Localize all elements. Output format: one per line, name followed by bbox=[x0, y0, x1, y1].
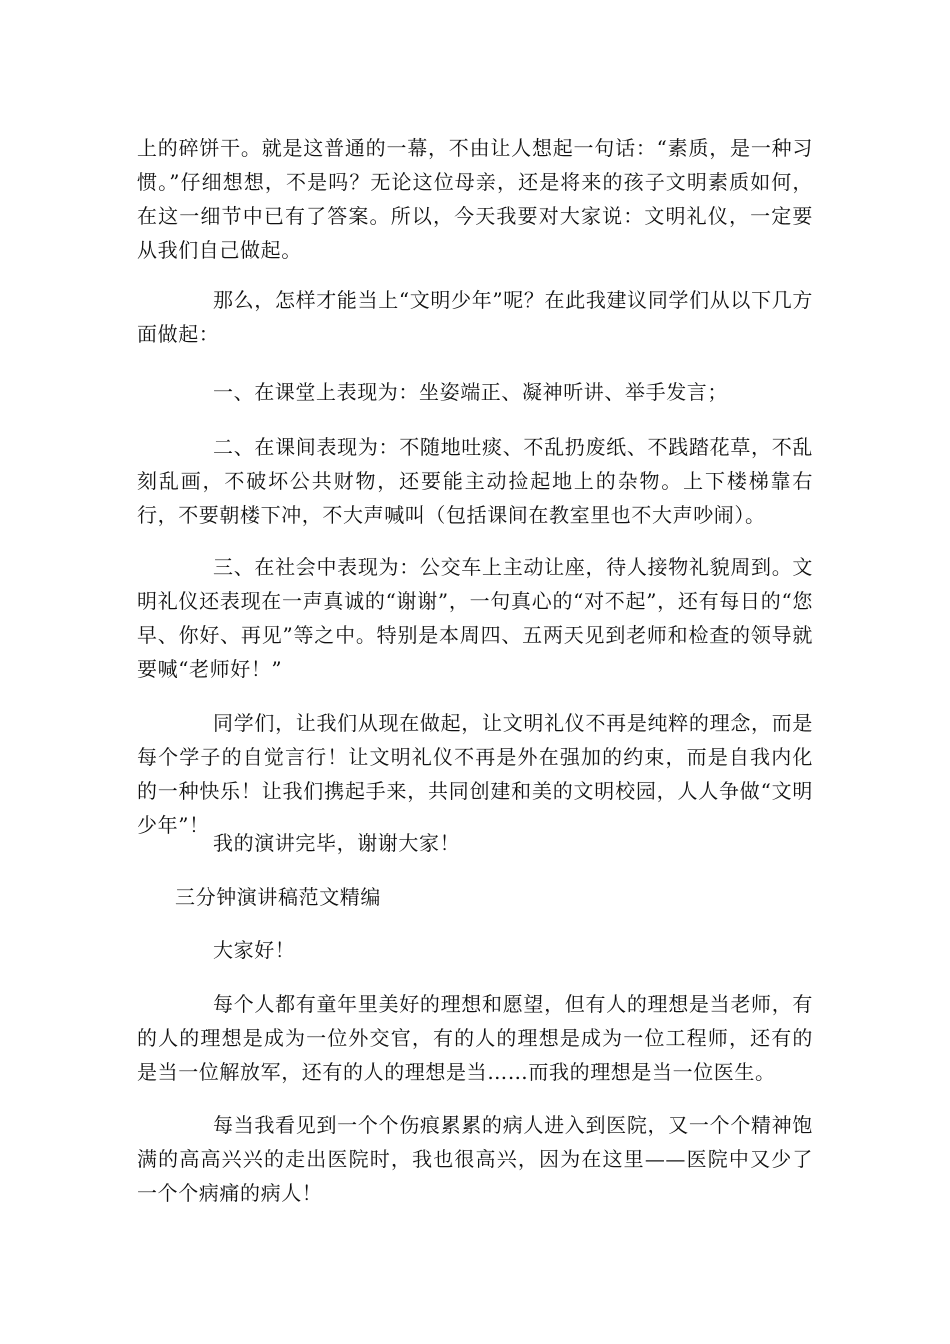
paragraph: 大家好！ bbox=[213, 938, 296, 962]
paragraph: 一、在课堂上表现为：坐姿端正、凝神听讲、举手发言； bbox=[213, 380, 728, 404]
paragraph: 每个人都有童年里美好的理想和愿望，但有人的理想是当老师，有的人的理想是成为一位外交官，有的人的理想是成为一位工程师，还有的是当一位解放军，还有的人的理想是当……而我的理想是当一位医生。 bbox=[137, 992, 813, 1084]
paragraph: 二、在课间表现为：不随地吐痰、不乱扔废纸、不践踏花草，不乱刻乱画，不破坏公共财物，还要能主动捡起地上的杂物。上下楼梯靠右行，不要朝楼下冲，不大声喊叫（包括课间在教室里也不大声吵闹）。 bbox=[137, 435, 813, 527]
paragraph: 同学们，让我们从现在做起，让文明礼仪不再是纯粹的理念，而是每个学子的自觉言行！让文明礼仪不再是外在强加的约束，而是自我内化的一种快乐！让我们携起手来，共同创建和美的文明校园，人人争做“文明少年”！ bbox=[137, 711, 813, 837]
paragraph: 三、在社会中表现为：公交车上主动让座，待人接物礼貌周到。文明礼仪还表现在一声真诚的“谢谢”，一句真心的“对不起”，还有每日的“您早、你好、再见”等之中。特别是本周四、五两天见到老师和检查的领导就要喊“老师好！” bbox=[137, 555, 813, 681]
section-title: 三分钟演讲稿范文精编 bbox=[175, 885, 381, 909]
paragraph: 上的碎饼干。就是这普通的一幕，不由让人想起一句话：“素质，是一种习惯。”仔细想想，不是吗？无论这位母亲，还是将来的孩子文明素质如何，在这一细节中已有了答案。所以，今天我要对大家说：文明礼仪，一定要从我们自己做起。 bbox=[137, 136, 813, 262]
paragraph: 那么，怎样才能当上“文明少年”呢？在此我建议同学们从以下几方面做起： bbox=[137, 288, 813, 346]
paragraph: 每当我看见到一个个伤痕累累的病人进入到医院，又一个个精神饱满的高高兴兴的走出医院时，我也很高兴，因为在这里——医院中又少了一个个病痛的病人！ bbox=[137, 1113, 813, 1205]
paragraph: 我的演讲完毕，谢谢大家！ bbox=[213, 831, 461, 855]
